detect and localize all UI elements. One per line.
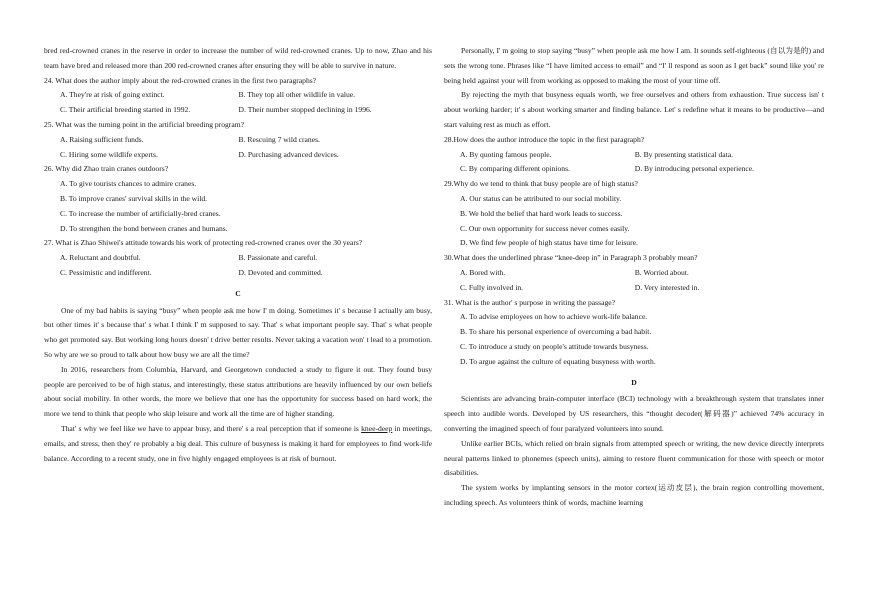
option-b[interactable]: B. To improve cranes' survival skills in the wild.	[60, 193, 208, 203]
option-a[interactable]: A. Reluctant and doubtful.	[60, 253, 141, 263]
question-stem: 25. What was the turning point in the artificial breeding program?	[44, 119, 244, 129]
question-stem: 30.What does the underlined phrase “knee-deep in” in Paragraph 3 probably mean?	[444, 253, 698, 263]
option-b[interactable]: B. We hold the belief that hard work leads to success.	[460, 208, 623, 218]
option-c[interactable]: C. Their artificial breeding started in 1992.	[60, 105, 191, 115]
question-29	[444, 177, 824, 251]
option-a[interactable]: A. They're at risk of going extinct.	[60, 90, 165, 100]
option-a[interactable]: A. Bored with.	[460, 267, 506, 277]
option-c[interactable]: C. To introduce a study on people's attitude towards busyness.	[460, 341, 649, 351]
option-d[interactable]: D. Purchasing advanced devices.	[238, 149, 339, 159]
option-d[interactable]: D. By introducing personal experience.	[634, 164, 755, 174]
option-b[interactable]: B. Passionate and careful.	[238, 253, 318, 263]
question-26	[44, 162, 432, 236]
question-24	[44, 74, 432, 118]
passage-c-paragraph-1: One of my bad habits is saying “busy” when people ask me how I' m doing. Sometimes it' s because I actually am busy, but other times it' s because that' s what I think I' m supposed to say. That' s what important people say. That' s what people who get promoted say. But working long hours doesn' t drive better results. Never taking a vacation won' t lead to a promotion. So why are we so proud to talk about how busy we are all the time?	[44, 305, 432, 359]
question-25	[44, 118, 432, 162]
passage-b-ending: bred red-crowned cranes in the reserve in order to increase the number of wild red-crowned cranes. Up to now, Zhao and his team have bred and released more than 200 red-crowned cranes after ensuring they will be able to survive in nature.	[44, 46, 432, 70]
question-stem: 27. What is Zhao Shiwei's attitude towards his work of protecting red-crowned cranes over the 30 years?	[44, 238, 363, 248]
question-stem: 28.How does the author introduce the topic in the first paragraph?	[444, 134, 645, 144]
option-b[interactable]: B. By presenting statistical data.	[634, 149, 733, 159]
passage-d-paragraph-2: Unlike earlier BCIs, which relied on brain signals from attempted speech or writing, the new device directly interprets neural patterns linked to phonemes (speech units), aiming to restore fluent communication for those with speech or motor disabilities.	[444, 438, 824, 478]
question-stem: 24. What does the author imply about the red-crowned cranes in the first two paragraphs?	[44, 75, 317, 85]
option-d[interactable]: D. To strengthen the bond between cranes and humans.	[60, 223, 228, 233]
option-c[interactable]: C. Our own opportunity for success never comes easily.	[460, 223, 630, 233]
passage-c-paragraph-5: By rejecting the myth that busyness equals worth, we free ourselves and others from exhaustion. True success isn' t about working harder; it' s about working smarter and finding balance. Let' s redefine what it means to be productive—and start valuing rest as much as effort.	[444, 90, 824, 129]
option-a[interactable]: A. Raising sufficient funds.	[60, 134, 144, 144]
option-c[interactable]: C. Hiring some wildlife experts.	[60, 149, 158, 159]
option-d[interactable]: D. To argue against the culture of equating busyness with worth.	[460, 356, 656, 366]
question-27	[44, 236, 432, 280]
passage-c-paragraph-3: That' s why we feel like we have to appear busy, and there' s a real perception that if someone is knee-deep in meetings, emails, and stress, then they' re probably a big deal. This culture of busyness is making it hard for employees to find work-life balance. According to a recent study, one in five highly engaged employees is at risk of burnout.	[44, 423, 432, 463]
option-c[interactable]: C. By comparing different opinions.	[460, 164, 570, 174]
option-a[interactable]: A. To give tourists chances to admire cranes.	[60, 179, 197, 189]
question-31	[444, 296, 824, 370]
passage-d-paragraph-3: The system works by implanting sensors in the motor cortex(运动皮层), the brain region controlling movement, including speech. As volunteers think of words, machine learning	[444, 483, 824, 507]
underlined-phrase: knee-deep	[361, 423, 393, 433]
passage-d-paragraph-1: Scientists are advancing brain-computer interface (BCI) technology with a breakthrough system that translates inner speech into audible words. Developed by US researchers, this “thought decoder(解码器)” achieved 74% accuracy in converting the imagined speech of four paralyzed volunteers into sound.	[444, 394, 824, 433]
passage-c-paragraph-4: Personally, I' m going to stop saying “busy” when people ask me how I am. It sounds self-righteous (自以为是的) and sets the wrong tone. Phrases like “I have limited access to email” and “I' ll respond as soon as I get back” sound like you' re being held against your will from working as opposed to making the most of your time off.	[444, 46, 824, 85]
option-d[interactable]: D. Their number stopped declining in 1996.	[238, 105, 372, 115]
question-30	[444, 251, 824, 295]
question-stem: 29.Why do we tend to think that busy people are of high status?	[444, 179, 638, 189]
question-stem: 31. What is the author' s purpose in writing the passage?	[444, 297, 615, 307]
section-c-heading: C	[235, 288, 241, 298]
option-a[interactable]: A. Our status can be attributed to our social mobility.	[460, 193, 622, 203]
question-stem: 26. Why did Zhao train cranes outdoors?	[44, 164, 169, 174]
right-column	[444, 44, 824, 511]
option-b[interactable]: B. They top all other wildlife in value.	[238, 90, 356, 100]
option-c[interactable]: C. Pessimistic and indifferent.	[60, 267, 152, 277]
option-a[interactable]: A. To advise employees on how to achieve work-life balance.	[460, 312, 648, 322]
option-d[interactable]: D. We find few people of high status have time for leisure.	[460, 238, 638, 248]
question-28	[444, 133, 824, 177]
option-c[interactable]: C. Fully involved in.	[460, 282, 524, 292]
passage-c-paragraph-2: In 2016, researchers from Columbia, Harvard, and Georgetown conducted a study to figure it out. They found busy people are perceived to be of high status, and interestingly, these status attributions are heavily influenced by our own beliefs about social mobility. In other words, the more we believe that one has the opportunity for success based on hard work, the more we tend to think that people who skip leisure and work all the time are of higher standing.	[44, 364, 432, 419]
left-column	[44, 44, 432, 466]
option-b[interactable]: B. Rescuing 7 wild cranes.	[238, 134, 320, 144]
option-d[interactable]: D. Very interested in.	[634, 282, 700, 292]
option-b[interactable]: B. Worried about.	[634, 267, 689, 277]
option-c[interactable]: C. To increase the number of artificially-bred cranes.	[60, 208, 221, 218]
option-b[interactable]: B. To share his personal experience of overcoming a bad habit.	[460, 327, 652, 337]
section-d-heading: D	[631, 377, 637, 387]
option-a[interactable]: A. By quoting famous people.	[460, 149, 552, 159]
option-d[interactable]: D. Devoted and committed.	[238, 267, 323, 277]
